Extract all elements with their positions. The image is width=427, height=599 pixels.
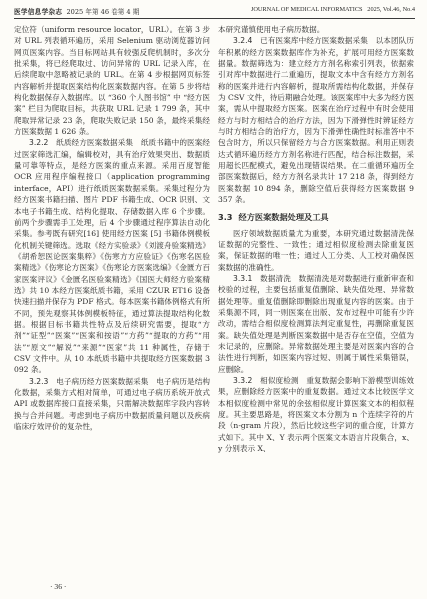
left-column xyxy=(14,24,210,582)
paragraph xyxy=(14,137,210,375)
journal-name-en: JOURNAL OF MEDICAL INFORMATICS xyxy=(250,6,363,13)
paragraph-text: 电子病历是结构化数据，采集方式相对简单，可通过电子病历系统开放式 API 或数据库接口直接采集，只需解决数据库字段内容转换与合并问题。考虑到电子病历中数据质量问题以及疾病临床疗效评价的复杂性， xyxy=(14,376,210,432)
page-number: · 36 · xyxy=(50,582,67,591)
paragraph-text: 重复数据会影响下游模型训练效果，应删除经方医案中的重复数据。通过文本比较医学文本相似度检测中常见的余弦相似度计算医案文本的相似程度。其主要思路是，将医案文本分割为 n 个连续字符的片段（n-gram 片段），然后比较这些字词的重合度，计算方式如下。其中 X、Y 表示两个医案文本语言片段集合，x、y 分别表示 X、 xyxy=(218,375,414,454)
right-column xyxy=(218,24,414,582)
header-rule xyxy=(14,18,415,19)
paragraph xyxy=(218,35,414,205)
paragraph xyxy=(218,228,414,273)
section-number: 3.3 xyxy=(218,211,233,222)
header-left xyxy=(14,6,139,16)
section-heading xyxy=(218,211,414,223)
issue-info-cn: 2025 年第 46 卷第 4 期 xyxy=(66,8,140,16)
subsection-label: 3.2.2 纸质经方医案数据采集 xyxy=(29,138,134,148)
running-header xyxy=(14,6,415,18)
paragraph xyxy=(14,376,210,433)
subsection-label: 3.3.2 相似度检测 xyxy=(233,375,299,385)
paragraph-text: 以本团队历年积累的经方医案数据库作为补充，扩展可用经方医案数据量。数据筛选为：建立经方方剂名称索引列表，依据索引对库中数据进行二重遍历，提取文本中含有经方方剂名称的医案并进行内容解析，提取所需结构化数据，并保存为 CSV 文件，待后期融合处理。该医案库中大多为经方医案，需从中提取经方医案。医案在治疗过程中有时会使用经方与时方相结合的治疗方法，因为下滑弹性时辨证经方与时方相结合的治疗方，因为下滑弹性确性时标准答中不包含时方，所以只保留经方与合方医案数据。利用正则表达式循环遍历经方方剂名称进行匹配，结合标注数据，采用超长匹配模式，避免出现错误结果。在二重循环遍历全部医案数据后，经方方剂名录共计 17 218 条，得到经方医案数据 10 894 条，删除空值后获得经方医案数据 9 357 条。 xyxy=(218,36,414,205)
subsection-label: 3.2.4 已有医案库中经方医案数据采集 xyxy=(233,36,368,46)
paragraph xyxy=(218,375,414,454)
paragraph xyxy=(218,24,414,35)
issue-info-en: 2025, Vol.46, No.4 xyxy=(367,6,415,13)
paragraph xyxy=(218,273,414,375)
journal-name-cn: 医学信息学杂志 xyxy=(14,8,63,16)
paragraph-text: 数据清洗是对数据进行重新审查和校验的过程，主要包括重复值删除、缺失值处理、异常数据处理等。重复值删除即删除出现重复内容的医案。由于采集源不同，同一则医案在出版、发布过程中可能有少许改动，需结合相似度检测算法判定重复性，再删除重复医案。缺失值处理是判断医案数据中是否存在空值，空值为未记录的，应删除。异常数据处理主要是对医案内容的合法性进行判断，如医案内容过短、则属于属性采集错误，应删除。 xyxy=(218,273,414,374)
paragraph-text: 本研究谨慎使用电子病历数据。 xyxy=(218,25,325,34)
subsection-label: 3.2.3 电子病历经方医案数据采集 xyxy=(29,376,149,386)
subsection-label: 3.3.1 数据清洗 xyxy=(233,273,291,283)
header-right xyxy=(251,6,415,13)
section-title: 经方医案数据处理及工具 xyxy=(238,211,329,222)
paragraph-text: 医疗领域数据质量尤为重要，本研究通过数据清洗保证数据的完整性、一致性；通过相似度检测去除重复医案，保证数据的唯一性；通过人工分类、人工校对确保医案数据的准确性。 xyxy=(218,228,414,272)
paragraph xyxy=(14,24,210,137)
paragraph-text: 定位符（uniform resource locator，URL）。在第 3 步对 URL 列表循环遍历，采用 Selenium 驱动浏览器访问网页医案内容。当目标网站具有较强反爬机制时，多次分批采集，将已经爬取过、访问异常的 URL 记录入库，在后续爬取中忽略被记录的 URL。在第 4 步根据网页标签内容解析并提取医案结构化医案数据内容。在第 5 步将结构化数据保存入数据库。以 “360 个人图书馆” 中 “经方医案” 栏目为爬取目标，共获取 URL 记录 1 799 条，其中爬取异常记录 23 条，爬取失败记录 150 条，最终采集经方医案数据 1 626 条。 xyxy=(14,25,210,137)
paragraph-text: 纸质书籍中的医案经过医家筛选汇编，编辑校对，具有治疗效果突出、数据质量可靠等特点，是经方医案的重点来源。采用百度智能 OCR 应用程序编程接口（application programming interface，API）进行纸质医案数据采集。采集过程分为经方医案书籍扫描、图片 PDF 书籍生成、OCR 识别、文本电子书籍生成、结构化提取、存储数据入库 6 个步骤。前两个步骤需手工处理，后 4 个步骤通过程序算法自动化采集。参考既有研究[16] 使用经方医案 [5] 书籍体例模板化机制关键筛选。选取《经方实验录》《刘渡舟验案精选》《胡希恕医论医案集粹》《伤寒方方应验证》《伤寒名医验案精选》《伤寒论方医案》《伤寒论方医案选编》《金匮方百家医案评议》《金匮名医验案精选》《国医大师经方验案精选》共 10 本经方医案纸质书籍，采用 CZUR ET16 设备快速扫描并保存为 PDF 格式。每本医案书籍体例格式有所不同，预先观察其体例模板特征，通过算法提取结构化数据。根据目标书籍共性特点及后续研究需要，提取“方剂”“证型”“医案”“医案和按语”“方药”“提取的方药”“用法”“原文”“解说”“来源”“医家”共 11 种属性，存储于 CSV 文件中。从 10 本纸质书籍中共提取经方医案数据 3 092 条。 xyxy=(14,138,210,375)
